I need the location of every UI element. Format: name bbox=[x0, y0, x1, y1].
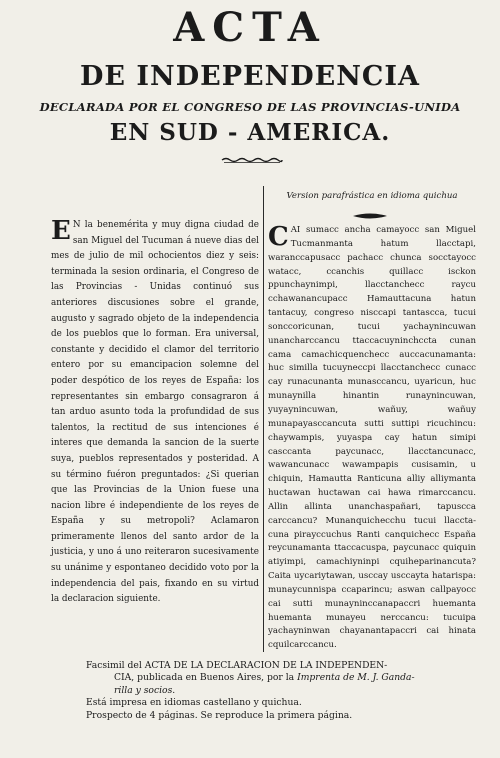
leaf-ornament-icon bbox=[352, 212, 388, 220]
spanish-body-text: N la benemérita y muy digna ciudad de san Miguel del Tucuman á nueve dias del mes de julio de mil ochocientos diez y seis: terminada la sesion ordinaria, el Congreso de las Provincias - Unidas continuó sus anteriores discusiones sobre el grande, augusto y sagrado objeto de la independencia de los pueblos que lo forman. Era universal, constante y decidido el clamor del territorio entero por su emancipacion solemne del poder despótico de los reyes de España: los representantes sin embargo consagraron á tan arduo asunto toda la profundidad de sus talentos, la rectitud de sus intenciones é interes que demanda la sancion de la suerte suya, pueblos representados y posteridad. A su término fuéron preguntados: ¿Si querian que las Provincias de la Union fuese una nacion libre é independiente de los reyes de España y su metropoli? Aclamaron primeramente llenos del santo ardor de la justicia, y uno á uno reiteraron sucesivamente su unánime y espontaneo decidido voto por la independencia del pais, fixando en su virtud la declaracion siguiente. bbox=[51, 220, 259, 605]
subtitle-declarada: DECLARADA POR EL CONGRESO DE LAS PROVINCIAS-UNIDA bbox=[39, 100, 461, 114]
caption-line-2-text: CIA, publicada en Buenos Aires, por la bbox=[114, 672, 298, 684]
quechua-dropcap: C bbox=[268, 222, 289, 252]
title-acta: ACTA bbox=[173, 4, 327, 51]
caption-line-4: Está impresa en idiomas castellano y quichua. bbox=[86, 697, 302, 709]
caption-line-2-italic: Imprenta de M. J. Ganda- bbox=[297, 672, 415, 684]
spanish-column bbox=[51, 218, 259, 608]
quechua-version-label: Version parafrástica en idioma quichua bbox=[286, 191, 458, 201]
caption-line-2 bbox=[86, 672, 458, 684]
caption-line-1: Facsimil del ACTA DE LA DECLARACION DE LA INDEPENDEN- bbox=[86, 660, 388, 671]
column-divider bbox=[263, 186, 264, 652]
caption-line-5: Prospecto de 4 páginas. Se reproduce la primera página. bbox=[86, 709, 353, 721]
title-independencia: DE INDEPENDENCIA bbox=[80, 61, 420, 92]
quechua-column bbox=[268, 224, 476, 653]
facsimile-caption bbox=[86, 660, 458, 722]
caption-line-3 bbox=[86, 685, 458, 697]
caption-line-3-italic: rilla y socios. bbox=[114, 684, 176, 696]
quechua-body-text: AI sumacc ancha camayocc san Miguel Tucmanmanta hatum llacctapi, waranccapusacc pachacc chunca socctayocc watacc, ccanchis quillacc isckon ppunchaynimpi, llacctanchecc raycu cchawanancupacc Hamauttacuna hatun tantacuy, congreso nisccapi tantascca, tucui sonccoricunan, tucui yachaynincuwan unancharccancu ttaccacuyninchccta cunan cama camachicquenchecc auccacunamanta: huc similla tucuyneccpi llacctanchecc cunacc cay runacunanta munasccancu, uyaricun, huc munaynilla hinantin runaynincuwan, yuyaynincuwan, wañuy, wañuy munapayasccancuta sutti suttipi ricuchincu: chaywampis, yuyaspa cay hatun simipi casccanta paycunacc, llacctancunacc, wawancunacc wawampapis cusisamin, u chiquin, Hamautta Ranticuna alliy alliymanta huctawan huctawan cai hawa rimarccancu. Allin allinta unanchaspañari, tapuscca carccancu? Munanquichecchu tucui llacctacuna pirayccuchus Ranti canquichecc España reycunamanta ttaccacuspa, paycunacc quiquin atiyimpi, camachiyninpi cquiheparinancuta? Caita uycariytawan, usccay usccayta hatarispa: munaycunnispa ccaparincu; aswan callpayocc cai sutti munayninccanapaccri huemanta huemanta munayeu nerccancu: tucuipa yachayninwan chayanantapaccri cai hinata cquilcarccancu. bbox=[268, 225, 476, 651]
spanish-dropcap: E bbox=[51, 216, 71, 246]
title-sud-america: EN SUD - AMERICA. bbox=[109, 119, 391, 146]
ornament-divider-icon bbox=[220, 156, 284, 164]
